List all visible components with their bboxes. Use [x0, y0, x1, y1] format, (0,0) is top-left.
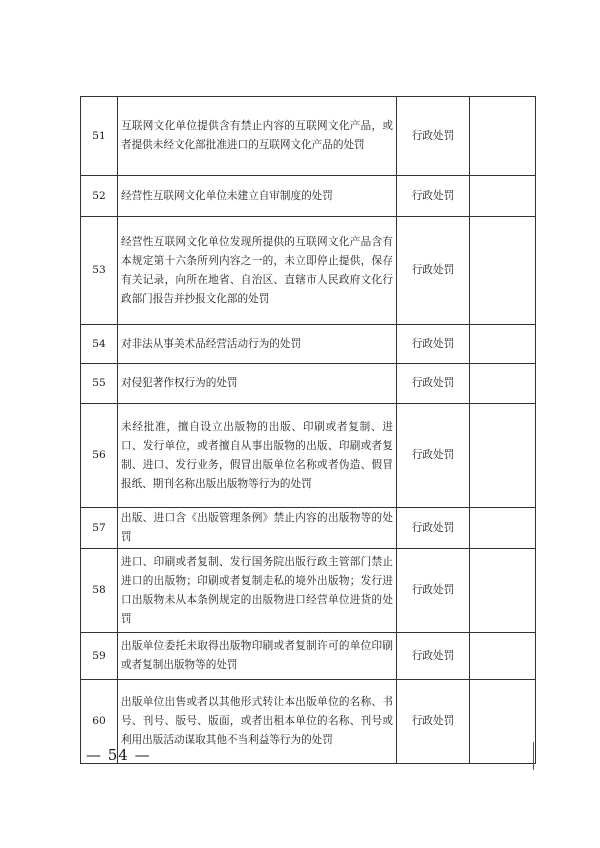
row-item: 出版单位出售或者以其他形式转让本出版单位的名称、书号、刊号、版号、版面，或者出租本单位的名称、刊号或利用出版活动谋取其他不当利益等行为的处罚 [118, 680, 397, 764]
row-number: 53 [81, 217, 118, 325]
table-row [81, 404, 536, 508]
row-item: 互联网文化单位提供含有禁止内容的互联网文化产品，或者提供未经文化部批准进口的互联网文化产品的处罚 [118, 97, 397, 176]
row-type: 行政处罚 [397, 508, 470, 549]
row-blank-cell [470, 217, 536, 325]
row-number: 60 [81, 680, 118, 764]
row-number: 56 [81, 404, 118, 508]
row-item: 出版单位委托未取得出版物印刷或者复制许可的单位印刷或者复制出版物等的处罚 [118, 633, 397, 680]
row-item: 未经批准，擅自设立出版物的出版、印刷或者复制、进口、发行单位，或者擅自从事出版物的出版、印刷或者复制、进口、发行业务，假冒出版单位名称或者伪造、假冒报纸、期刊名称出版出版物等行为的处罚 [118, 404, 397, 508]
row-type: 行政处罚 [397, 217, 470, 325]
row-blank-cell [470, 176, 536, 217]
row-blank-cell [470, 404, 536, 508]
row-number: 51 [81, 97, 118, 176]
row-item: 进口、印刷或者复制、发行国务院出版行政主管部门禁止进口的出版物；印刷或者复制走私的境外出版物；发行进口出版物未从本条例规定的出版物进口经营单位进货的处罚 [118, 549, 397, 633]
row-number: 54 [81, 325, 118, 364]
table-row [81, 508, 536, 549]
table-row [81, 549, 536, 633]
table-row [81, 364, 536, 404]
table-row [81, 217, 536, 325]
row-blank-cell [470, 508, 536, 549]
penalty-table [80, 96, 536, 764]
row-item: 对非法从事美术品经营活动行为的处罚 [118, 325, 397, 364]
row-type: 行政处罚 [397, 97, 470, 176]
row-blank-cell [470, 549, 536, 633]
margin-line [533, 742, 534, 770]
penalty-table-body [81, 97, 536, 764]
row-blank-cell [470, 97, 536, 176]
row-number: 59 [81, 633, 118, 680]
row-number: 52 [81, 176, 118, 217]
row-blank-cell [470, 680, 536, 764]
row-type: 行政处罚 [397, 176, 470, 217]
row-type: 行政处罚 [397, 680, 470, 764]
row-blank-cell [470, 364, 536, 404]
row-type: 行政处罚 [397, 364, 470, 404]
table-row [81, 325, 536, 364]
row-item: 经营性互联网文化单位发现所提供的互联网文化产品含有本规定第十六条所列内容之一的，未立即停止提供，保存有关记录，向所在地省、自治区、直辖市人民政府文化行政部门报告并抄报文化部的处罚 [118, 217, 397, 325]
row-item: 经营性互联网文化单位未建立自审制度的处罚 [118, 176, 397, 217]
page-number: — 54 — [86, 746, 151, 764]
row-blank-cell [470, 633, 536, 680]
row-number: 57 [81, 508, 118, 549]
table-row [81, 176, 536, 217]
row-item: 出版、进口含《出版管理条例》禁止内容的出版物等的处罚 [118, 508, 397, 549]
row-type: 行政处罚 [397, 404, 470, 508]
row-type: 行政处罚 [397, 325, 470, 364]
row-type: 行政处罚 [397, 549, 470, 633]
row-type: 行政处罚 [397, 633, 470, 680]
row-blank-cell [470, 325, 536, 364]
table-row [81, 633, 536, 680]
table-row [81, 97, 536, 176]
row-number: 55 [81, 364, 118, 404]
row-number: 58 [81, 549, 118, 633]
row-item: 对侵犯著作权行为的处罚 [118, 364, 397, 404]
